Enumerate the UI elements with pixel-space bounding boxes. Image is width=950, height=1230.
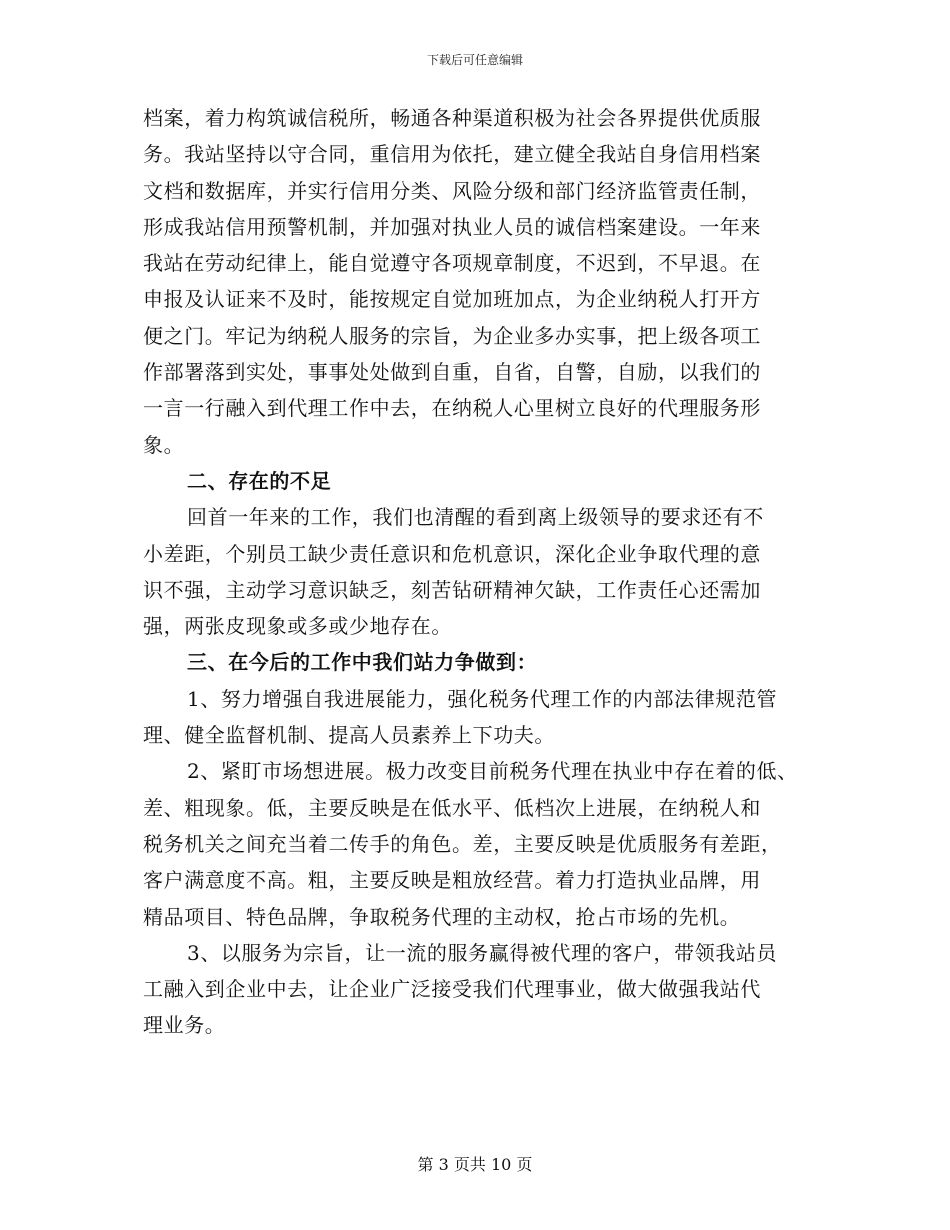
text-line: 文档和数据库，并实行信用分类、风险分级和部门经济监管责任制， <box>143 178 761 203</box>
section-heading: 三、在今后的工作中我们站力争做到： <box>187 650 538 675</box>
section-heading: 二、存在的不足 <box>187 468 332 493</box>
text-line: 强，两张皮现象或多或少地存在。 <box>143 614 452 639</box>
text-line: 税务机关之间充当着二传手的角色。差，主要反映是优质服务有差距， <box>143 831 782 856</box>
text-line: 务。我站坚持以守合同，重信用为依托，建立健全我站自身信用档案 <box>143 142 761 167</box>
text-line: 理、健全监督机制、提高人员素养上下功夫。 <box>143 723 555 748</box>
page-header: 下载后可任意编辑 <box>426 53 523 67</box>
text-line: 理业务。 <box>143 1013 226 1038</box>
text-line: 差、粗现象。低，主要反映是在低水平、低档次上进展，在纳税人和 <box>143 795 761 820</box>
text-line: 形成我站信用预警机制，并加强对执业人员的诚信档案建设。一年来 <box>143 214 761 239</box>
text-line: 客户满意度不高。粗，主要反映是粗放经营。着力打造执业品牌，用 <box>143 868 761 893</box>
text-line: 一言一行融入到代理工作中去，在纳税人心里树立良好的代理服务形 <box>143 396 761 421</box>
text-line: 作部署落到实处，事事处处做到自重，自省，自警，自励，以我们的 <box>143 360 761 385</box>
text-line: 档案，着力构筑诚信税所，畅通各种渠道积极为社会各界提供优质服 <box>143 106 761 130</box>
text-line: 识不强，主动学习意识缺乏，刻苦钻研精神欠缺，工作责任心还需加 <box>143 577 761 602</box>
text-line: 1、努力增强自我进展能力，强化税务代理工作的内部法律规范管 <box>187 686 778 711</box>
text-line: 申报及认证来不及时，能按规定自觉加班加点，为企业纳税人打开方 <box>143 287 761 312</box>
text-line: 便之门。牢记为纳税人服务的宗旨，为企业多办实事，把上级各项工 <box>143 323 761 348</box>
text-line: 2、紧盯市场想进展。极力改变目前税务代理在执业中存在着的低、 <box>187 759 798 784</box>
text-line: 精品项目、特色品牌，争取税务代理的主动权，抢占市场的先机。 <box>143 904 741 929</box>
text-line: 回首一年来的工作，我们也清醒的看到离上级领导的要求还有不 <box>187 505 764 530</box>
text-line: 我站在劳动纪律上，能自觉遵守各项规章制度，不迟到，不早退。在 <box>143 251 761 276</box>
text-line: 3、以服务为宗旨，让一流的服务赢得被代理的客户，带领我站员 <box>187 940 778 965</box>
text-line: 小差距，个别员工缺少责任意识和危机意识，深化企业争取代理的意 <box>143 541 761 566</box>
text-line: 象。 <box>143 432 185 457</box>
text-line: 工融入到企业中去，让企业广泛接受我们代理事业，做大做强我站代 <box>143 977 761 1002</box>
page-footer: 第 3 页共 10 页 <box>417 1155 533 1174</box>
document-body <box>143 100 823 1044</box>
